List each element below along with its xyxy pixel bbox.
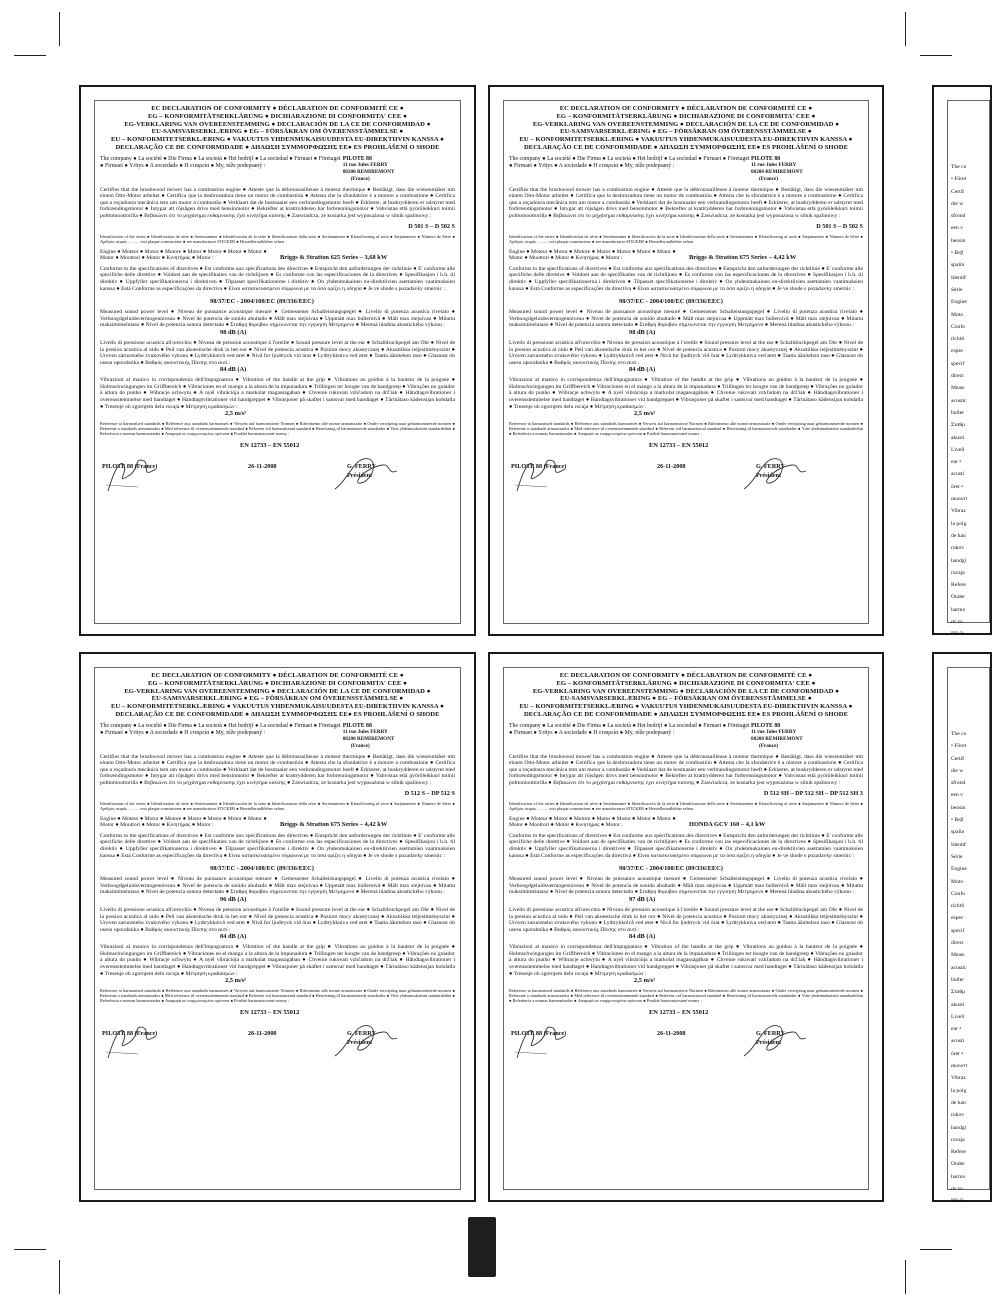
signatory-name: G. FERRY [756,1030,786,1038]
company-row [509,723,863,750]
partial-line: Série [951,286,963,293]
conforms-text: Conforms to the specifications of directives ● Est conforme aux spécifications des directives ● Entspricht den anforderungen der richtlinie ● E' conforme alle specifiche delle direttive ● Voldoet aan de specifikaties van de richtlijnen ● Es conforme con las especificaciones de la directives ● Spesifikasjon i h.h. til direktiv ● Uppfyller specifikationerna i direktiven ● Tilpasset specifikationerne i direktiv ● On yhdenmukainen eu-direktiivien asettamien vaatimuksien kanssa ● Está Conforme as especificações da directiva ● Είναι κατασκευασμένο σύμφωνα με τα όσα ορίζει η οδηγία ● Je ve shode s pozadavky smernic : [100,832,455,859]
company-name: PILOTE 88 [342,155,372,162]
sound-pressure-value: 84 dB (A) [629,366,656,374]
certificate-inner-frame [94,100,461,624]
measured-sound-text: Measured sound power level ● Niveau de puissance acoustique mesuré ● Gemessener Schalleistungspegel ● Livello di potenza acustica rivelato ● Verhoogdgeluidsvermogenniveau ● Nivel de potencia de sonido ahultado ● Mält max stejnivaa ● Uppmätt max bullernivå ● Mält max stejnivau ● Mitattu maksimimelutaso ● Nível de potencia sonora detectado ● Σταθμη θορυβου σημειωνεται την εγγυηση Μετρημενο ● Merená hladina akustického výkonu : [509,876,863,896]
standards-list: EN 12733 – EN 55012 [240,1009,300,1017]
reference-text: Reference to harmonised standards ● Référence aux standards harmonisés ● Verweis auf harmonisierte Normen ● Riferimento alle norme armonizzate ● Onder verwijzing naar geharmoniseerde normen ● Referente a standards armonizados ● Med reference til overensstemmende standard ● Referens vid harmoniserad standard ● Henvisning til harmoniserede standarder ● Viite yhdenmukaisiin standardeihin ● Referência a normas harmonizadas ● Αναφορά σε εναρμονισμένα πρότυπα ● Použité harmonizované normy : [509,988,863,1004]
certificate-inner-frame [503,100,869,624]
partial-line: harmo [951,606,966,613]
directive-list: 98/37/EC - 2004/108/EC (89/336/EEC) [619,865,723,873]
partial-line: rocaja [951,569,965,576]
conforms-text: Conforms to the specifications of directives ● Est conforme aux spécifications des directives ● Entspricht den anforderungen der richtlinie ● E' conforme alle specifiche delle direttive ● Voldoet aan de specifikaties van de richtlijnen ● Es conforme con las especificaciones de la directives ● Spesifikasjon i h.h. til direktiv ● Uppfyller specifikationerna i direktiven ● Tilpasset specifikationerne i direktiv ● On yhdenmukainen eu-direktiivien asettamien vaatimuksien kanssa ● Está Conforme as especificações da directiva ● Είναι κατασκευασμένο σύμφωνα με τα όσα ορίζει η οδηγία ● Je ve shode s pozadavky smernic : [100,265,455,292]
partial-line: • Βεβ [951,250,964,257]
header-line: EU – KONFORMITETSERKLÆRING ● VAKUUTUS YHDENMUKAISUUDESTA EU-DIREKTIIVIN KANSSA ● [519,703,853,711]
certificate-inner-frame [947,100,990,638]
header-line: EU – KONFORMITETSERKLÆRING ● VAKUUTUS YHDENMUKAISUUDESTA EU-DIREKTIIVIN KANSSA ● [519,136,853,144]
partial-line: Livell [951,1013,965,1020]
partial-line: direct [951,373,964,380]
signatory-title: Président [756,1038,782,1046]
vibration-text: Vibrazioni al manico in corrispondenza dell'impugnatura ● Vibration of the handle at the grip ● Vibrations au guidon à la hauteur de la poignée ● Holmschwingungen im Griffbereich ● Vibraciones en el mango a la altura de la impunadura ● Trillingen ter hoogte van de handgreep ● Vibrações no guiador à altura do punho ● Wibracje uchwytu ● A nyél vibrációja a markolat magasságában ● Chvenie rukovati vzhľadom na drž'iak ● Håndtagsvibrationer i overensstemmelse med handtaget ● Handtagsvibrationer vid handgreppet ● Vibrasjoner på skaftet i samsvar med handtaget ● Tärinätaso kädensijan kohdalla ● Tresenje ob zgornjem delu rocaja ● Μέτρηση κραδασμών : [509,377,863,410]
series-text: Identification of the series ● Identification de série ● Serienummer ● Identificación de la serie ● Identificazione della serie ● Serienummer ● Klassificering af serie ● Sarjanumero ● Número de Série ● Αριθμός σειράς : ........ voir plaque constructeur ● see manufacturer STICKER ● Herstelleraufkleber sehen. [100,233,455,244]
partial-line: bensin [951,804,966,811]
signature-date: 26-11-2008 [657,1030,686,1038]
partial-line: Onder [951,1161,965,1168]
conforms-text: Conforms to the specifications of directives ● Est conforme aux spécifications des directives ● Entspricht den anforderungen der richtlinie ● E' conforme alle specifiche delle direttive ● Voldoet aan de specifikaties van de richtlijnen ● Es conforme con las especificaciones de la directives ● Spesifikasjon i h.h. til direktiv ● Uppfyller specifikationerna i direktiven ● Tilpasset specifikationerne i direktiv ● On yhdenmukainen eu-direktiivien asettamien vaatimuksien kanssa ● Está Conforme as especificações da directiva ● Είναι κατασκευασμένο σύμφωνα με τα όσα ορίζει η οδηγία ● Je ve shode s pozadavky smernic : [509,265,863,292]
partial-line: Refere [951,582,966,589]
company-name: PILOTE 88 [751,155,781,162]
vibration-text: Vibrazioni al manico in corrispondenza dell'impugnatura ● Vibration of the handle at the grip ● Vibrations au guidon à la hauteur de la poignée ● Holmschwingungen im Griffbereich ● Vibraciones en el mango a la altura de la impunadura ● Trillingen ter hoogte van de handgreep ● Vibrações no guiador à altura do punho ● Wibracje uchwytu ● A nyél vibrációja a markolat magasságában ● Chvenie rukovati vzhľadom na drž'iak ● Håndtagsvibrationer i overensstemmelse med handtaget ● Handtagsvibrationer vid handgreppet ● Vibrasjoner på skaftet i samsvar med handtaget ● Tärinätaso kädensijan kohdalla ● Tresenje ob zgornjem delu rocaja ● Μέτρηση κραδασμών : [100,944,455,977]
header-line: DECLARAÇÃO CE DE CONFORMIDADE ● ΔΗΛΩΣΗ ΣΥΜΜΟΡΦΩΣΗΣ ΕΕ● ES PROHLÁŠENÍ O SHODE [115,143,440,151]
company-stamp-signature [509,451,579,495]
sound-pressure-text: Livello di pressione acustica all'orecchio ● Niveau de pression acoustique à l'oreille ● Sound pressure level at the ear ● Schalldruckpegel am Ohr ● Nivel de la presion acustica al oido ● Peil van akoestische druk in het oor ● Nível de potencia acustica ● Poziom mocy akustycznej ● Akustiikka teljesitményszint ● Uroven zaruceneho zvukového vykonu ● Lydtrykknivå ved øret ● Nivå for ljudtryck vid örat ● Lydtrykkniva ved øret ● Taatta äänitehon taso ● Glasnost ob usesu uporabnika ● Βαθμός ακουστικής Πίεσης στο αυτί : [509,906,863,933]
header-line: EU-SAMSVARSERKLÆRING ● EG – FÖRSÄKRAN OM ÖVERENSSTÄMMELSE ● [151,128,404,136]
partial-line: Identif [951,274,966,281]
footer-company: PILOTE 88 (France) [511,463,567,471]
engine-value: Briggs & Stratton 625 Series – 3,68 kW [280,254,388,262]
vibration-value: 2,5 m/s² [225,977,247,985]
certifies-text: Certifies that the brushwood mower has a combustion engine ● Atteste que la débroussailleuse à moteur thermique ● Bestätigt, dass die wiesenmäher mit einem Otto-Motor arbeitet ● Certifica que la desbrozadora tiene un motor de combustión ● Attesta che la sfondatrice è a motore a combustione ● Certifica que a roçadoura mecânica tem um motor a combustão ● Verklaart dat de bosmaaier een verbrandingsmotor heeft ● Erklærer, at buskrydderen er udstyret med forbrændingsmotor ● Intygar att röjsågen drivs med bensinmotor ● Bekrefter at krattrydderen har forbrenningsmotor ● Vahvistaa että pyöröleikkuri toimii polttomoottorilla ● Βεβαιώνει ότι το μηχάνημα εκθαμνωσης έχει κινητήρα καύσης ● Zaswiadcza, ze kosiarka jest wyposażona w silnik spalinowy : [509,753,863,786]
signature-footer [509,457,863,491]
header-line: EG – KONFORMITÄTSERKLÄRUNG ● DICHIARAZIONE DI CONFORMITA' CEE ● [147,112,407,120]
partial-certificate [932,85,992,638]
certificate-header [509,672,863,719]
partial-line: Certif [951,755,965,762]
reference-text: Reference to harmonised standards ● Référence aux standards harmonisés ● Verweis auf harmonisierte Normen ● Riferimento alle norme armonizzate ● Onder verwijzing naar geharmoniseerde normen ● Referente a standards armonizados ● Med reference til overensstemmende standard ● Referens vid harmoniserad standard ● Henvisning til harmoniserede standarder ● Viite yhdenmukaisiin standardeihin ● Referência a normas harmonizadas ● Αναφορά σε εναρμονισμένα πρότυπα ● Použité harmonizované normy : [100,988,455,1004]
header-line: EU-SAMSVARSERKLÆRING ● EG – FÖRSÄKRAN OM ÖVERENSSTÄMMELSE ● [560,695,812,703]
partial-line: öret • [951,1050,964,1057]
sound-pressure-text: Livello di pressione acustica all'orecchio ● Niveau de pression acoustique à l'oreille ● Sound pressure level at the ear ● Schalldruckpegel am Ohr ● Nivel de la presion acustica al oido ● Peil van akoestische druk in het oor ● Nível de potencia acustica ● Poziom mocy akustycznej ● Akustiikka teljesitményszint ● Uroven zaruceneho zvukového vykonu ● Lydtrykknivå ved øret ● Nivå for ljudtryck vid örat ● Lydtrykkniva ved øret ● Taatta äänitehon taso ● Glasnost ob usesu uporabnika ● Βαθμός ακουστικής Πίεσης στο αυτί : [509,339,863,366]
crop-mark [14,55,46,56]
company-row [509,156,863,183]
vibration-text: Vibrazioni al manico in corrispondenza dell'impugnatura ● Vibration of the handle at the grip ● Vibrations au guidon à la hauteur de la poignée ● Holmschwingungen im Griffbereich ● Vibraciones en el mango a la altura de la impunadura ● Trillingen ter hoogte van de handgreep ● Vibrações no guiador à altura do punho ● Wibracje uchwytu ● A nyél vibrációja a markolat magasságában ● Chvenie rukovati vzhľadom na drž'iak ● Håndtagsvibrationer i overensstemmelse med handtaget ● Handtagsvibrationer vid handgreppet ● Vibrasjoner på skaftet i samsvar med handtaget ● Tärinätaso kädensijan kohdalla ● Tresenje ob zgornjem delu rocaja ● Μέτρηση κραδασμών : [509,944,863,977]
company-stamp-signature [100,1018,170,1062]
partial-line: die w [951,767,964,774]
engine-row [509,249,863,262]
header-line: EG – KONFORMITÄTSERKLÄRUNG ● DICHIARAZIONE DI CONFORMITA' CEE ● [147,679,407,687]
engine-label: Engine ● Moteur ● Motor ● Motore ● Motor ● Motor ● Motor ● Motor ● Motor ● Moottori ● Motor ● Κινητήρας ● Motor : [100,815,267,829]
header-line: EC DECLARATION OF CONFORMITY ● DÉCLARATION DE CONFORMITÉ CE ● [559,672,813,679]
directive-list: 98/37/EC - 2004/108/EC (89/336/EEC) [210,865,314,873]
header-line: EG-VERKLARING VAN OVEREENSTEMMING ● DECLARACIÓN DE LA CE DE CONFORMIDAD ● [124,120,431,128]
header-line: EC DECLARATION OF CONFORMITY ● DÉCLARATION DE CONFORMITÉ CE ● [151,105,404,112]
measured-sound-text: Measured sound power level ● Niveau de puissance acoustique mesuré ● Gemessener Schalleistungspegel ● Livello di potenza acustica rivelato ● Verhoogdgeluidsvermogenniveau ● Nivel de potencia de sonido ahultado ● Mält max stejnivaa ● Uppmätt max bullernivå ● Mält max stejnivau ● Mitattu maksimimelutaso ● Nível de potencia sonora detectado ● Σταθμη θορυβου σημειωνεται την εγγυηση Μετρημενο ● Merená hladina akustického výkonu : [100,309,455,329]
engine-row [509,816,863,829]
partial-line: acustic [951,397,967,404]
partial-line: Vibraz [951,1075,966,1082]
company-address [751,156,863,183]
series-text: Identification of the series ● Identification de série ● Serienummer ● Identificación de la serie ● Identificazione della serie ● Serienummer ● Klassificering af serie ● Sarjanumero ● Número de Série ● Αριθμός σειράς : ........ voir plaque constructeur ● see manufacturer STICKER ● Herstelleraufkleber sehen. [509,800,863,811]
header-line: EG – KONFORMITÄTSERKLÄRUNG ● DICHIARAZIONE DI CONFORMITA' CEE ● [556,679,816,687]
partial-line: Série [951,853,963,860]
president-signature [734,1016,814,1062]
header-line: EU-SAMSVARSERKLÆRING ● EG – FÖRSÄKRAN OM ÖVERENSSTÄMMELSE ● [151,695,404,703]
partial-line: Moto [951,311,964,318]
company-address [343,723,455,750]
partial-line: handgi [951,1124,967,1131]
reference-text: Reference to harmonised standards ● Référence aux standards harmonisés ● Verweis auf harmonisierte Normen ● Riferimento alle norme armonizzate ● Onder verwijzing naar geharmoniseerde normen ● Referente a standards armonizados ● Med reference til overensstemmende standard ● Referens vid harmoniserad standard ● Henvisning til harmoniserede standarder ● Viite yhdenmukaisiin standardeihin ● Referência a normas harmonizadas ● Αναφορά σε εναρμονισμένα πρότυπα ● Použité harmonizované normy : [100,421,455,437]
certifies-text: Certifies that the brushwood mower has a combustion engine ● Atteste que la débroussailleuse à moteur thermique ● Bestätigt, dass die wiesenmäher mit einem Otto-Motor arbeitet ● Certifica que la desbrozadora tiene un motor de combustión ● Attesta che la sfondatrice è a motore a combustione ● Certifica que a roçadoura mecânica tem um motor a combustão ● Verklaart dat de bosmaaier een verbrandingsmotor heeft ● Erklærer, at buskrydderen er udstyret med forbrændingsmotor ● Intygar att röjsågen drivs med bensinmotor ● Bekrefter at krattrydderen har forbrenningsmotor ● Vahvistaa että pyöröleikkuri toimii polttomoottorilla ● Βεβαιώνει ότι το μηχάνημα εκθαμνωσης έχει κινητήρα καύσης ● Zaswiadcza, ze kosiarka jest wyposażona w silnik spalinowy : [100,186,455,219]
partial-line: • Βεβ [951,817,964,824]
certifies-text: Certifies that the brushwood mower has a combustion engine ● Atteste que la débroussailleuse à moteur thermique ● Bestätigt, dass die wiesenmäher mit einem Otto-Motor arbeitet ● Certifica que la desbrozadora tiene un motor de combustión ● Attesta che la sfondatrice è a motore a combustione ● Certifica que a roçadoura mecânica tem um motor a combustão ● Verklaart dat de bosmaaier een verbrandingsmotor heeft ● Erklærer, at buskrydderen er udstyret med forbrændingsmotor ● Intygar att röjsågen drivs med bensinmotor ● Bekrefter at krattrydderen har forbrenningsmotor ● Vahvistaa että pyöröleikkuri toimii polttomoottorilla ● Βεβαιώνει ότι το μηχάνημα εκθαμνωσης έχει κινητήρα καύσης ● Zaswiadcza, ze kosiarka jest wyposażona w silnik spalinowy : [509,186,863,219]
signature-date: 26-11-2008 [657,463,686,471]
model-number: D 512 SH – DP 512 SH – DP 512 SH 3 [763,789,863,797]
partial-line: buller [951,976,965,983]
company-name: PILOTE 88 [751,722,781,729]
signature-date: 26-11-2008 [248,463,277,471]
crop-mark [920,1249,952,1250]
header-line: EU – KONFORMITETSERKLÆRING ● VAKUUTUS YHDENMUKAISUUDESTA EU-DIREKTIIVIN KANSSA ● [110,136,445,144]
partial-line: akusti [951,434,965,441]
company-city: 88200 REMIREMONT [751,169,803,176]
sound-pressure-text: Livello di pressione acustica all'orecchio ● Niveau de pression acoustique à l'oreille ● Sound pressure level at the ear ● Schalldruckpegel am Ohr ● Nivel de la presion acustica al oido ● Peil van akoestische druk in het oor ● Nível de potencia acustica ● Poziom mocy akustycznej ● Akustiikka teljesitményszint ● Uroven zaruceneho zvukového vykonu ● Lydtrykknivå ved øret ● Nivå for ljudtryck vid örat ● Lydtrykkniva ved øret ● Taatta äänitehon taso ● Glasnost ob usesu uporabnika ● Βαθμός ακουστικής Πίεσης στο αυτί : [100,906,455,933]
president-signature [325,1016,405,1062]
partial-line: rukov [951,1112,965,1119]
signatory-name: G. FERRY [756,463,786,471]
partial-line: PILO [951,1198,964,1205]
company-street: 11 rue Jules FERRY [751,729,797,736]
crop-mark [14,1249,46,1250]
partial-line: ear • [951,459,962,466]
header-line: DECLARAÇÃO CE DE CONFORMIDADE ● ΔΗΛΩΣΗ ΣΥΜΜΟΡΦΩΣΗΣ ΕΕ● ES PROHLÁŠENÍ O SHODE [115,710,440,718]
partial-line: richtli [951,903,965,910]
signatory-title: Président [347,471,373,479]
partial-line: handgi [951,557,967,564]
company-stamp-signature [100,451,170,495]
company-country: (France) [350,742,370,749]
footer-company: PILOTE 88 (France) [102,463,158,471]
signature-footer [509,1024,863,1058]
footer-company: PILOTE 88 (France) [102,1030,158,1038]
crop-mark [905,12,906,46]
conformity-certificate [79,652,476,1202]
partial-line: sfrond [951,780,966,787]
engine-label: Engine ● Moteur ● Motor ● Motore ● Motor ● Motor ● Motor ● Motor ● Motor ● Moottori ● Motor ● Κινητήρας ● Motor : [509,815,676,829]
partial-line: Confo [951,890,965,897]
crop-mark [59,12,60,46]
company-address [343,156,455,183]
certificate-inner-frame [947,667,990,1205]
company-street: 11 rue Jules FERRY [342,729,388,736]
partial-line: een v [951,225,963,232]
partial-line: öret • [951,483,964,490]
company-city: 88200 REMIREMONT [342,736,395,743]
partial-line: ear • [951,1026,962,1033]
partial-line: espec [951,915,964,922]
sound-power-value: 98 dB (A) [629,328,656,336]
company-label: The company ● La société ● Die Firma ● La società ● Het bedrijf ● La sociedad ● Firmaet ● Företaget ● Firmaet ● Yritys ● A sociedade ● Η εταιρεία ● My, níže podepsaný : [100,722,341,736]
measured-sound-text: Measured sound power level ● Niveau de puissance acoustique mesuré ● Gemessener Schalleistungspegel ● Livello di potenza acustica rivelato ● Verhoogdgeluidsvermogenniveau ● Nivel de potencia de sonido ahultado ● Mält max stejnivaa ● Uppmätt max bullernivå ● Mält max stejnivau ● Mitattu maksimimelutaso ● Nível de potencia sonora detectado ● Σταθμη θορυβου σημειωνεται την εγγυηση Μετρημενο ● Merená hladina akustického výkonu : [509,309,863,329]
company-label: The company ● La société ● Die Firma ● La società ● Het bedrijf ● La sociedad ● Firmaet ● Företaget ● Firmaet ● Yritys ● A sociedade ● Η εταιρεία ● My, níže podepsaný : [509,155,750,169]
vibration-value: 2,5 m/s² [634,977,656,985]
partial-line: PILO [951,631,964,638]
header-line: DECLARAÇÃO CE DE CONFORMIDADE ● ΔΗΛΩΣΗ ΣΥΜΜΟΡΦΩΣΗΣ ΕΕ● ES PROHLÁŠENÍ O SHODE [523,143,849,151]
company-city: 88200 REMIREMONT [751,736,803,743]
partial-line: Confo [951,323,965,330]
header-line: EG-VERKLARING VAN OVEREENSTEMMING ● DECLARACIÓN DE LA CE DE CONFORMIDAD ● [124,687,431,695]
series-text: Identification of the series ● Identification de série ● Serienummer ● Identificación de la serie ● Identificazione della serie ● Serienummer ● Klassificering af serie ● Sarjanumero ● Número de Série ● Αριθμός σειράς : ........ voir plaque constructeur ● see manufacturer STICKER ● Herstelleraufkleber sehen. [100,800,455,811]
header-line: EG-VERKLARING VAN OVEREENSTEMMING ● DECLARACIÓN DE LA CE DE CONFORMIDAD ● [532,120,840,128]
partial-line: acusti [951,471,965,478]
vibration-text: Vibrazioni al manico in corrispondenza dell'impugnatura ● Vibration of the handle at the grip ● Vibrations au guidon à la hauteur de la poignée ● Holmschwingungen im Griffbereich ● Vibraciones en el mango a la altura de la impunadura ● Trillingen ter hoogte van de handgreep ● Vibrações no guiador à altura do punho ● Wibracje uchwytu ● A nyél vibrációja a markolat magasságában ● Chvenie rukovati vzhľadom na drž'iak ● Håndtagsvibrationer i overensstemmelse med handtaget ● Handtagsvibrationer vid handgreppet ● Vibrasjoner på skaftet i samsvar med handtaget ● Tärinätaso kädensijan kohdalla ● Tresenje ob zgornjem delu rocaja ● Μέτρηση κραδασμών : [100,377,455,410]
partial-line: richtli [951,336,965,343]
conforms-text: Conforms to the specifications of directives ● Est conforme aux spécifications des directives ● Entspricht den anforderungen der richtlinie ● E' conforme alle specifiche delle direttive ● Voldoet aan de specifikaties van de richtlijnen ● Es conforme con las especificaciones de la directives ● Spesifikasjon i h.h. til direktiv ● Uppfyller specifikationerna i direktiven ● Tilpasset specifikationerne i direktiv ● On yhdenmukainen eu-direktiivien asettamien vaatimuksien kanssa ● Está Conforme as especificações da directiva ● Είναι κατασκευασμένο σύμφωνα με τα όσα ορίζει η οδηγία ● Je ve shode s pozadavky smernic : [509,832,863,859]
engine-row [100,816,455,829]
signatory-name: G. FERRY [347,1030,377,1038]
partial-line: direct [951,940,964,947]
partial-line: spalin [951,262,965,269]
partial-line: acustic [951,964,967,971]
partial-line: rocaja [951,1136,965,1143]
standards-list: EN 12733 – EN 55012 [649,1009,709,1017]
model-number: D 501 S – D 502 S [816,222,863,230]
company-label: The company ● La société ● Die Firma ● La società ● Het bedrijf ● La sociedad ● Firmaet ● Företaget ● Firmaet ● Yritys ● A sociedade ● Η εταιρεία ● My, níže podepsaný : [509,722,750,736]
certificate-inner-frame [94,667,461,1190]
partial-line: Identif [951,841,966,848]
partial-line: The co [951,164,967,170]
partial-line: die w [951,200,964,207]
conformity-certificate [488,85,884,636]
partial-line: harmo [951,1173,966,1180]
partial-line: Engine [951,299,967,306]
partial-line: Σταθμ [951,989,966,996]
partial-line: akusti [951,1001,965,1008]
signatory-title: Président [756,471,782,479]
company-street: 11 rue Jules FERRY [342,162,388,169]
sound-pressure-value: 84 dB (A) [220,366,247,374]
header-line: DECLARAÇÃO CE DE CONFORMIDADE ● ΔΗΛΩΣΗ ΣΥΜΜΟΡΦΩΣΗΣ ΕΕ● ES PROHLÁŠENÍ O SHODE [523,710,849,718]
partial-line: la poig [951,1087,967,1094]
engine-label: Engine ● Moteur ● Motor ● Motore ● Motor ● Motor ● Motor ● Motor ● Motor ● Moottori ● Motor ● Κινητήρας ● Motor : [509,248,676,262]
partial-line: de han [951,1099,966,1106]
header-line: EU – KONFORMITETSERKLÆRING ● VAKUUTUS YHDENMUKAISUUDESTA EU-DIREKTIIVIN KANSSA ● [110,703,445,711]
company-label: The company ● La société ● Die Firma ● La società ● Het bedrijf ● La sociedad ● Firmaet ● Företaget ● Firmaet ● Yritys ● A sociedade ● Η εταιρεία ● My, níže podepsaný : [100,155,341,169]
partial-line: la poig [951,520,967,527]
partial-text [951,161,967,641]
engine-value: HONDA GCV 160 – 4,1 kW [689,821,766,829]
conformity-certificate [79,85,476,636]
sound-pressure-value: 84 dB (A) [629,933,656,941]
partial-line: specif [951,927,965,934]
partial-line: Certif [951,188,965,195]
crop-mark [905,1260,906,1294]
sound-power-value: 97 dB (A) [629,895,656,903]
certificate-header [100,672,455,719]
company-country: (France) [350,175,370,182]
sound-pressure-value: 84 dB (A) [220,933,247,941]
sound-pressure-text: Livello di pressione acustica all'orecchio ● Niveau de pression acoustique à l'oreille ● Sound pressure level at the ear ● Schalldruckpegel am Ohr ● Nivel de la presion acustica al oido ● Peil van akoestische druk in het oor ● Nível de potencia acustica ● Poziom mocy akustycznej ● Akustiikka teljesitményszint ● Uroven zaruceneho zvukového vykonu ● Lydtrykknivå ved øret ● Nivå for ljudtryck vid örat ● Lydtrykkniva ved øret ● Taatta äänitehon taso ● Glasnost ob usesu uporabnika ● Βαθμός ακουστικής Πίεσης στο αυτί : [100,339,455,366]
vibration-value: 2,5 m/s² [225,410,247,418]
partial-line: ακουστ [951,496,968,503]
partial-line: specif [951,360,965,367]
vibration-value: 2,5 m/s² [634,410,656,418]
partial-line: σε εν [951,1185,963,1192]
model-number: D 512 S – DP 512 S [404,789,455,797]
company-row [100,723,455,750]
signature-date: 26-11-2008 [248,1030,277,1038]
certifies-text: Certifies that the brushwood mower has a combustion engine ● Atteste que la débroussailleuse à moteur thermique ● Bestätigt, dass die wiesenmäher mit einem Otto-Motor arbeitet ● Certifica que la desbrozadora tiene un motor de combustión ● Attesta che la sfondatrice è a motore a combustione ● Certifica que a roçadoura mecânica tem um motor a combustão ● Verklaart dat de bosmaaier een verbrandingsmotor heeft ● Erklærer, at buskrydderen er udstyret med forbrændingsmotor ● Intygar att röjsågen drivs med bensinmotor ● Bekrefter at krattrydderen har forbrenningsmotor ● Vahvistaa että pyöröleikkuri toimii polttomoottorilla ● Βεβαιώνει ότι το μηχάνημα εκθαμνωσης έχει κινητήρα καύσης ● Zaswiadcza, ze kosiarka jest wyposażona w silnik spalinowy : [100,753,455,786]
partial-line: σε εν [951,618,963,625]
engine-value: Briggs & Stratton 675 Series – 4,42 kW [280,821,388,829]
president-signature [325,449,405,495]
crop-mark [59,1260,60,1294]
company-address [751,723,863,750]
sound-power-value: 96 dB (A) [220,895,247,903]
company-row [100,156,455,183]
partial-line: sfrond [951,213,966,220]
directive-list: 98/37/EC - 2004/108/EC (89/336/EEC) [210,298,314,306]
signatory-name: G. FERRY [347,463,377,471]
partial-line: Vibraz [951,508,966,515]
partial-line: espec [951,348,964,355]
directive-list: 98/37/EC - 2004/108/EC (89/336/EEC) [619,298,723,306]
sound-power-value: 98 dB (A) [220,328,247,336]
standards-list: EN 12733 – EN 55012 [240,442,300,450]
header-line: EG – KONFORMITÄTSERKLÄRUNG ● DICHIARAZIONE DI CONFORMITA' CEE ● [556,112,816,120]
page-thumb-tab [468,1217,496,1277]
company-street: 11 rue Jules FERRY [751,162,797,169]
company-stamp-signature [509,1018,579,1062]
series-text: Identification of the series ● Identification de série ● Serienummer ● Identificación de la serie ● Identificazione della serie ● Serienummer ● Klassificering af serie ● Sarjanumero ● Número de Série ● Αριθμός σειράς : ........ voir plaque constructeur ● see manufacturer STICKER ● Herstelleraufkleber sehen. [509,233,863,244]
crop-mark [920,55,952,56]
partial-line: The co [951,731,967,737]
company-country: (France) [759,175,779,182]
conformity-certificate [488,652,884,1202]
partial-line: rukov [951,545,965,552]
partial-line: buller [951,409,965,416]
header-line: EC DECLARATION OF CONFORMITY ● DÉCLARATION DE CONFORMITÉ CE ● [151,672,404,679]
partial-line: bensin [951,237,966,244]
header-line: EG-VERKLARING VAN OVEREENSTEMMING ● DECLARACIÓN DE LA CE DE CONFORMIDAD ● [532,687,840,695]
partial-line: ακουστ [951,1063,968,1070]
measured-sound-text: Measured sound power level ● Niveau de puissance acoustique mesuré ● Gemessener Schalleistungspegel ● Livello di potenza acustica rivelato ● Verhoogdgeluidsvermogenniveau ● Nivel de potencia de sonido ahultado ● Mält max stejnivaa ● Uppmätt max bullernivå ● Mält max stejnivau ● Mitattu maksimimelutaso ● Nível de potencia sonora detectado ● Σταθμη θορυβου σημειωνεται την εγγυηση Μετρημενο ● Merená hladina akustického výkonu : [100,876,455,896]
partial-line: • Föret [951,743,967,750]
partial-certificate [932,652,992,1205]
partial-line: de han [951,532,966,539]
engine-label: Engine ● Moteur ● Motor ● Motore ● Motor ● Motor ● Motor ● Motor ● Motor ● Moottori ● Motor ● Κινητήρας ● Motor : [100,248,267,262]
model-number: D 501 S – D 502 S [408,222,455,230]
partial-line: Livell [951,446,965,453]
partial-line: Meası [951,385,965,392]
partial-line: een v [951,792,963,799]
president-signature [734,449,814,495]
partial-text [951,728,967,1208]
engine-row [100,249,455,262]
partial-line: Meası [951,952,965,959]
certificate-header [100,105,455,152]
signature-footer [100,1024,455,1058]
certificate-header [509,105,863,152]
partial-line: acusti [951,1038,965,1045]
certificate-inner-frame [503,667,869,1190]
partial-line: Σταθμ [951,422,966,429]
partial-line: Onder [951,594,965,601]
standards-list: EN 12733 – EN 55012 [649,442,709,450]
partial-line: Moto [951,878,964,885]
footer-company: PILOTE 88 (France) [511,1030,567,1038]
company-name: PILOTE 88 [342,722,372,729]
signature-footer [100,457,455,491]
company-country: (France) [759,742,779,749]
reference-text: Reference to harmonised standards ● Référence aux standards harmonisés ● Verweis auf harmonisierte Normen ● Riferimento alle norme armonizzate ● Onder verwijzing naar geharmoniseerde normen ● Referente a standards armonizados ● Med reference til overensstemmende standard ● Referens vid harmoniserad standard ● Henvisning til harmoniserede standarder ● Viite yhdenmukaisiin standardeihin ● Referência a normas harmonizadas ● Αναφορά σε εναρμονισμένα πρότυπα ● Použité harmonizované normy : [509,421,863,437]
header-line: EC DECLARATION OF CONFORMITY ● DÉCLARATION DE CONFORMITÉ CE ● [559,105,813,112]
partial-line: spalin [951,829,965,836]
partial-line: Refere [951,1149,966,1156]
company-city: 88200 REMIREMONT [342,169,395,176]
partial-line: • Föret [951,176,967,183]
engine-value: Briggs & Stratton 675 Series – 4,42 kW [689,254,797,262]
signatory-title: Président [347,1038,373,1046]
header-line: EU-SAMSVARSERKLÆRING ● EG – FÖRSÄKRAN OM ÖVERENSSTÄMMELSE ● [560,128,812,136]
partial-line: Engine [951,866,967,873]
